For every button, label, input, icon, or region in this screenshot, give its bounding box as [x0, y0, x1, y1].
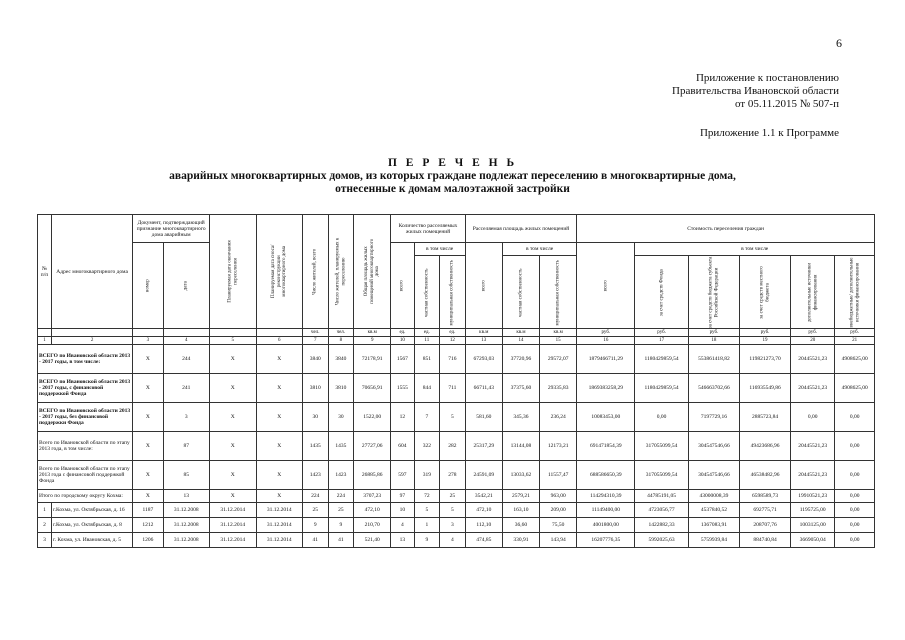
header-area-total: Общая площадь жилых помещений многоквартирного дома [354, 215, 391, 329]
table-cell: X [210, 461, 256, 490]
table-cell: 7 [414, 403, 440, 432]
table-cell: 31.12.2014 [210, 533, 256, 548]
table-cell: 4908625,00 [835, 374, 875, 403]
column-number-cell: 12 [440, 337, 466, 345]
row-address: г. Кохма, ул. Ивановская, д. 5 [51, 533, 132, 548]
table-cell: 282 [440, 432, 466, 461]
table-cell: 691471854,39 [577, 432, 635, 461]
unit-cell [210, 329, 256, 337]
table-cell: X [133, 403, 163, 432]
table-cell: 9 [302, 518, 328, 533]
unit-cell: руб. [635, 329, 688, 337]
table-cell: 11557,47 [540, 461, 577, 490]
unit-cell: руб. [739, 329, 790, 337]
table-cell: 2885723,84 [739, 403, 790, 432]
summary-row [38, 490, 875, 503]
unit-cell: руб. [791, 329, 835, 337]
header-private2: частная собственность [502, 256, 539, 329]
column-number-cell: 11 [414, 337, 440, 345]
unit-cell: руб. [688, 329, 739, 337]
table-cell: X [256, 432, 302, 461]
unit-cell [51, 329, 132, 337]
table-cell: 236,24 [540, 403, 577, 432]
table-cell: X [256, 490, 302, 503]
table-cell: 41 [328, 533, 354, 548]
table-cell: 884740,84 [739, 533, 790, 548]
table-cell: 46538482,96 [739, 461, 790, 490]
table-cell: 10 [391, 503, 414, 518]
table-cell: 12173,21 [540, 432, 577, 461]
unit-cell: ед. [391, 329, 414, 337]
table-cell: 13 [391, 533, 414, 548]
table-cell: 13144,08 [502, 432, 539, 461]
table-cell: 16207776,35 [577, 533, 635, 548]
table-cell: 43000008,39 [688, 490, 739, 503]
table-cell: X [133, 461, 163, 490]
column-number-cell: 5 [210, 337, 256, 345]
table-cell: 13033,62 [502, 461, 539, 490]
table-cell: 25 [302, 503, 328, 518]
summary-row [38, 461, 875, 490]
table-cell: 41 [302, 533, 328, 548]
table-cell: 0,00 [835, 503, 875, 518]
table-cell: 6598589,73 [739, 490, 790, 503]
table-cell: 4 [440, 533, 466, 548]
table-cell: 4001800,00 [577, 518, 635, 533]
header-fund: за счет средств Фонда [635, 256, 688, 329]
table-cell: 3840 [302, 345, 328, 374]
approval-line-3: от 05.11.2015 № 507-п [734, 98, 839, 110]
table-cell: 1195725,00 [791, 503, 835, 518]
summary-row-label: Всего по Ивановской области по этапу 2013 года, в том числе: [38, 432, 133, 461]
table-cell: 1367083,91 [688, 518, 739, 533]
column-number-cell: 20 [791, 337, 835, 345]
column-number-cell: 18 [688, 337, 739, 345]
table-cell: 241 [163, 374, 210, 403]
table-cell: 1879466711,29 [577, 345, 635, 374]
table-cell: 0,00 [635, 403, 688, 432]
table-cell: 3810 [302, 374, 328, 403]
table-cell: 20445521,23 [791, 432, 835, 461]
table-cell: 1 [414, 518, 440, 533]
column-number-cell: 6 [256, 337, 302, 345]
table-cell: 31.12.2008 [163, 533, 210, 548]
column-number-cell: 19 [739, 337, 790, 345]
table-cell: X [133, 345, 163, 374]
header-private: частная собственность [414, 256, 440, 329]
approval-line-2: Правительства Ивановской области [672, 85, 839, 97]
header-cost: Стоимость переселения граждан [577, 215, 875, 243]
header-doc-number: номер [133, 243, 163, 329]
table-cell: 1435 [302, 432, 328, 461]
table-cell: 30 [302, 403, 328, 432]
table-cell: 31.12.2014 [256, 533, 302, 548]
table-cell: 29335,83 [540, 374, 577, 403]
table-cell: 4 [391, 518, 414, 533]
table-row [38, 503, 875, 518]
table-cell: X [210, 490, 256, 503]
column-number-cell: 17 [635, 337, 688, 345]
table-cell: 36,60 [502, 518, 539, 533]
row-number: 2 [38, 518, 52, 533]
table-cell: 1003125,00 [791, 518, 835, 533]
unit-cell: чел. [302, 329, 328, 337]
table-cell: 208707,76 [739, 518, 790, 533]
header-municipal: муниципальная собственность [440, 256, 466, 329]
table-cell: 1180429859,54 [635, 374, 688, 403]
table-cell: 7197729,16 [688, 403, 739, 432]
header-cost-including: в том числе [635, 243, 875, 256]
unit-cell [38, 329, 52, 337]
column-number-cell: 4 [163, 337, 210, 345]
units-row [38, 329, 875, 337]
table-cell: 26885,86 [354, 461, 391, 490]
table-cell: 143,94 [540, 533, 577, 548]
table-cell: 474,85 [465, 533, 502, 548]
table-cell: 31.12.2014 [210, 518, 256, 533]
table-cell: 27727,06 [354, 432, 391, 461]
table-cell: 317055099,54 [635, 461, 688, 490]
table-cell: 0,00 [835, 403, 875, 432]
table-cell: 322 [414, 432, 440, 461]
table-cell: 31.12.2008 [163, 503, 210, 518]
column-number-cell: 7 [302, 337, 328, 345]
table-cell: 1869383258,29 [577, 374, 635, 403]
table-cell: 2579,21 [502, 490, 539, 503]
page-number: 6 [836, 36, 842, 50]
table-cell: 963,00 [540, 490, 577, 503]
table-cell: 472,10 [354, 503, 391, 518]
table-cell: 87 [163, 432, 210, 461]
table-cell: 244 [163, 345, 210, 374]
table-cell: 4537840,52 [688, 503, 739, 518]
table-cell: 1212 [133, 518, 163, 533]
table-cell: X [210, 374, 256, 403]
table-cell: 1423 [328, 461, 354, 490]
table-cell: 0,00 [835, 490, 875, 503]
table-cell: 1567 [391, 345, 414, 374]
table-cell: 210,70 [354, 518, 391, 533]
summary-row-label: ВСЕГО по Ивановской области 2013 - 2017 годы, с финансовой поддержкой Фонда [38, 374, 133, 403]
table-cell: X [210, 403, 256, 432]
table-cell: 49423686,96 [739, 432, 790, 461]
row-address: г.Кохма, ул. Октябрьская, д. 8 [51, 518, 132, 533]
table-cell: 304547546,66 [688, 432, 739, 461]
approval-line-1: Приложение к постановлению [695, 72, 839, 84]
summary-row-label: ВСЕГО по Ивановской области 2013 - 2017 годы, без финансовой поддержки Фонда [38, 403, 133, 432]
unit-cell [256, 329, 302, 337]
table-cell: 37375,60 [502, 374, 539, 403]
header-local: за счет средств местного бюджета [739, 256, 790, 329]
table-cell: 521,40 [354, 533, 391, 548]
column-number-cell: 2 [51, 337, 132, 345]
table-cell: 67293,03 [465, 345, 502, 374]
column-number-cell: 15 [540, 337, 577, 345]
table-cell: 72178,91 [354, 345, 391, 374]
header-area-total2: всего [465, 243, 502, 329]
header-additional: дополнительные источники финансирования [791, 256, 835, 329]
title-heading: П Е Р Е Ч Е Н Ь [387, 157, 518, 169]
document-title [0, 157, 905, 196]
column-number-cell: 16 [577, 337, 635, 345]
table-cell: 44785191,05 [635, 490, 688, 503]
header-regional: за счет средств бюджета субъекта Российской Федерации [688, 256, 739, 329]
table-cell: 844 [414, 374, 440, 403]
table-cell: 224 [328, 490, 354, 503]
table-cell: X [210, 432, 256, 461]
approval-block [672, 72, 839, 111]
table-cell: 1187 [133, 503, 163, 518]
unit-cell [163, 329, 210, 337]
unit-cell: кв.м [465, 329, 502, 337]
summary-row [38, 345, 875, 374]
table-cell: 4723056,77 [635, 503, 688, 518]
column-number-cell: 21 [835, 337, 875, 345]
table-cell: 112,10 [465, 518, 502, 533]
table-cell: 304547546,66 [688, 461, 739, 490]
table-cell: 317055099,54 [635, 432, 688, 461]
table-cell: X [256, 374, 302, 403]
table-cell: 1422882,33 [635, 518, 688, 533]
table-cell: 20445521,23 [791, 374, 835, 403]
table-cell: 597 [391, 461, 414, 490]
column-number-cell: 13 [465, 337, 502, 345]
header-address: Адрес многоквартирного дома [51, 215, 132, 329]
column-number-cell: 8 [328, 337, 354, 345]
table-cell: 3542,21 [465, 490, 502, 503]
summary-row-label: ВСЕГО по Ивановской области 2013 - 2017 годы, в том числе: [38, 345, 133, 374]
table-cell: 0,00 [791, 403, 835, 432]
table-cell: 24591,09 [465, 461, 502, 490]
table-cell: X [133, 432, 163, 461]
table-cell: 31.12.2014 [210, 503, 256, 518]
table-cell: 330,91 [502, 533, 539, 548]
table-cell: 711 [440, 374, 466, 403]
row-address: г.Кохма, ул. Октябрьская, д. 16 [51, 503, 132, 518]
table-cell: 70656,91 [354, 374, 391, 403]
row-number: 3 [38, 533, 52, 548]
table-cell: 1522,00 [354, 403, 391, 432]
header-rooms-total: всего [391, 243, 414, 329]
table-cell: 3669050,04 [791, 533, 835, 548]
register-table [37, 214, 875, 548]
table-cell: 114294310,39 [577, 490, 635, 503]
table-cell: 5992025,63 [635, 533, 688, 548]
table-cell: 1555 [391, 374, 414, 403]
table-cell: 85 [163, 461, 210, 490]
table-cell: 25 [440, 490, 466, 503]
table-cell: 0,00 [835, 461, 875, 490]
table-row [38, 518, 875, 533]
table-cell: 13 [163, 490, 210, 503]
table-cell: 604 [391, 432, 414, 461]
header-residents-planned: Число жителей, планируемых к переселению [328, 215, 354, 329]
table-cell: 0,00 [835, 432, 875, 461]
table-cell: 30 [328, 403, 354, 432]
header-planned-end: Планируемая дата окончания переселения [210, 215, 256, 329]
header-municipal2: муниципальная собственность [540, 256, 577, 329]
summary-row-label: Итого по городскому округу Кохма: [38, 490, 133, 503]
table-cell: 1435 [328, 432, 354, 461]
header-nonfunded: внебюджетные/ дополнительные источники финансирования [835, 256, 875, 329]
table-cell: 31.12.2014 [256, 518, 302, 533]
unit-cell: ед. [414, 329, 440, 337]
header-residents: Число жителей, всего [302, 215, 328, 329]
table-cell: 97 [391, 490, 414, 503]
table-cell: 31.12.2008 [163, 518, 210, 533]
table-cell: 3 [440, 518, 466, 533]
title-line-2: аварийных многоквартирных домов, из которых граждане подлежат переселению в многоквартирные дома, [169, 170, 736, 182]
summary-row [38, 403, 875, 432]
table-cell: 12 [391, 403, 414, 432]
table-cell: 224 [302, 490, 328, 503]
header-document: Документ, подтверждающий признание многоквартирного дома аварийным [133, 215, 210, 243]
unit-cell: чел. [328, 329, 354, 337]
table-cell: 5 [440, 403, 466, 432]
table-cell: 72 [414, 490, 440, 503]
unit-cell: кв.м [502, 329, 539, 337]
summary-row-label: Всего по Ивановской области по этапу 2013 года с финансовой поддержкой Фонда [38, 461, 133, 490]
summary-row [38, 374, 875, 403]
unit-cell: ед. [440, 329, 466, 337]
table-cell: X [256, 461, 302, 490]
table-cell: 345,36 [502, 403, 539, 432]
summary-row [38, 432, 875, 461]
table-cell: 116935549,86 [739, 374, 790, 403]
table-cell: 163,10 [502, 503, 539, 518]
header-doc-date: дата [163, 243, 210, 329]
table-cell: 5 [440, 503, 466, 518]
table-cell: X [133, 490, 163, 503]
unit-cell: кв.м [354, 329, 391, 337]
table-cell: 3707,23 [354, 490, 391, 503]
table-cell: 209,00 [540, 503, 577, 518]
table-cell: X [210, 345, 256, 374]
table-cell: 1206 [133, 533, 163, 548]
header-area-including: в том числе [502, 243, 576, 256]
table-cell: 5 [414, 503, 440, 518]
table-cell: 75,50 [540, 518, 577, 533]
table-cell: 25 [328, 503, 354, 518]
table-cell: 31.12.2014 [256, 503, 302, 518]
column-number-cell: 14 [502, 337, 539, 345]
table-cell: 119821273,70 [739, 345, 790, 374]
table-cell: 319 [414, 461, 440, 490]
table-cell: X [256, 345, 302, 374]
table-cell: 472,10 [465, 503, 502, 518]
table-cell: 0,00 [835, 533, 875, 548]
table-cell: 19910521,23 [791, 490, 835, 503]
column-number-cell: 9 [354, 337, 391, 345]
table-cell: 25317,29 [465, 432, 502, 461]
table-cell: 581,60 [465, 403, 502, 432]
table-cell: 4908625,00 [835, 345, 875, 374]
table-cell: 29572,07 [540, 345, 577, 374]
program-appendix: Приложение 1.1 к Программе [699, 127, 839, 139]
table-cell: 688586650,39 [577, 461, 635, 490]
header-rooms-count: Количество расселяемых жилых помещений [391, 215, 465, 243]
table-cell: 5759939,84 [688, 533, 739, 548]
table-cell: 553861418,82 [688, 345, 739, 374]
table-cell: 20445521,23 [791, 461, 835, 490]
table-cell: 11149400,00 [577, 503, 635, 518]
header-planned-demolition: Планируемая дата сноса/реконструкции многоквартирного дома [256, 215, 302, 329]
column-number-cell: 10 [391, 337, 414, 345]
title-line-3: отнесенные к домам малоэтажной застройки [335, 183, 570, 195]
table-cell: 1180429859,54 [635, 345, 688, 374]
unit-cell: руб. [577, 329, 635, 337]
unit-cell: руб. [835, 329, 875, 337]
table-cell: 9 [328, 518, 354, 533]
table-row [38, 533, 875, 548]
column-number-cell: 3 [133, 337, 163, 345]
table-cell: 37720,96 [502, 345, 539, 374]
table-cell: 851 [414, 345, 440, 374]
table-cell: 66711,43 [465, 374, 502, 403]
header-rooms-including: в том числе [414, 243, 465, 256]
table-cell: 546663702,66 [688, 374, 739, 403]
header-num: № п/п [38, 215, 52, 329]
table-cell: 692775,71 [739, 503, 790, 518]
column-number-cell: 1 [38, 337, 52, 345]
row-number: 1 [38, 503, 52, 518]
table-cell: 716 [440, 345, 466, 374]
table-cell: 3810 [328, 374, 354, 403]
table-cell: 9 [414, 533, 440, 548]
table-cell: 20445521,23 [791, 345, 835, 374]
unit-cell [133, 329, 163, 337]
table-cell: X [256, 403, 302, 432]
header-area-resettled: Расселяемая площадь жилых помещений [465, 215, 577, 243]
table-cell: 1423 [302, 461, 328, 490]
table-cell: 3 [163, 403, 210, 432]
column-numbers-row [38, 337, 875, 345]
table-cell: 3840 [328, 345, 354, 374]
table-cell: X [133, 374, 163, 403]
table-cell: 278 [440, 461, 466, 490]
header-cost-total: всего [577, 243, 635, 329]
unit-cell: кв.м [540, 329, 577, 337]
table-cell: 0,00 [835, 518, 875, 533]
table-cell: 10083453,00 [577, 403, 635, 432]
